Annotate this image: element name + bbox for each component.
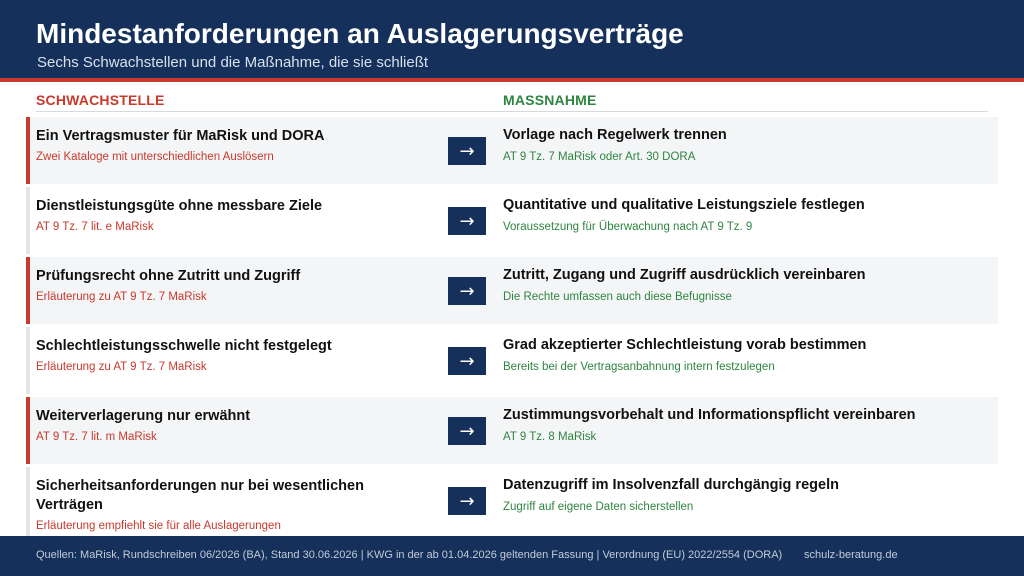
footer-sources: Quellen: MaRisk, Rundschreiben 06/2026 (BA), Stand 30.06.2026 | KWG in der ab 01.04.2026 geltenden Fassung | Verordnung (EU) 2022/2554 (DORA) (36, 549, 783, 561)
weakness-title: Sicherheitsanforderungen nur bei wesentlichen Verträgen (36, 478, 364, 513)
comparison-row (26, 397, 998, 464)
comparison-row (26, 117, 998, 184)
measure-note: Die Rechte umfassen auch diese Befugnisse (503, 291, 732, 303)
measure-title: Zutritt, Zugang und Zugriff ausdrücklich vereinbaren (503, 267, 866, 283)
measure-note: Zugriff auf eigene Daten sicherstellen (503, 501, 694, 513)
measure-title: Quantitative und qualitative Leistungsziele festlegen (503, 197, 865, 213)
weakness-note: Erläuterung zu AT 9 Tz. 7 MaRisk (36, 361, 207, 373)
measure-title: Datenzugriff im Insolvenzfall durchgängig regeln (503, 477, 839, 493)
column-header-measure: MASSNAHME (503, 92, 597, 108)
comparison-row (26, 467, 998, 536)
measure-title: Grad akzeptierter Schlechtleistung vorab bestimmen (503, 337, 867, 353)
page-subtitle: Sechs Schwachstellen und die Maßnahme, die sie schließt (37, 54, 429, 71)
weakness-note: Erläuterung zu AT 9 Tz. 7 MaRisk (36, 291, 207, 303)
measure-note: AT 9 Tz. 7 MaRisk oder Art. 30 DORA (503, 151, 696, 163)
weakness-title: Prüfungsrecht ohne Zutritt und Zugriff (36, 268, 301, 284)
measure-note: Voraussetzung für Überwachung nach AT 9 Tz. 9 (503, 221, 753, 233)
measure-title: Zustimmungsvorbehalt und Informationspflicht vereinbaren (503, 407, 916, 423)
footer-website: schulz-beratung.de (804, 549, 898, 561)
column-header-divider (36, 111, 988, 112)
row-accent-bar (26, 257, 30, 324)
weakness-title: Dienstleistungsgüte ohne messbare Ziele (36, 198, 323, 214)
page-title: Mindestanforderungen an Auslagerungsverträge (36, 18, 684, 49)
arrow-right-icon: → (448, 137, 486, 165)
arrow-right-icon: → (448, 347, 486, 375)
weakness-title: Schlechtleistungsschwelle nicht festgelegt (36, 338, 332, 354)
weakness-title: Weiterverlagerung nur erwähnt (36, 408, 251, 424)
column-header-weakness: SCHWACHSTELLE (36, 92, 165, 108)
comparison-row (26, 327, 998, 394)
header-banner (0, 0, 1024, 78)
weakness-title: Ein Vertragsmuster für MaRisk und DORA (36, 128, 325, 144)
header-accent-rule (0, 78, 1024, 82)
comparison-row (26, 257, 998, 324)
arrow-right-icon: → (448, 277, 486, 305)
weakness-note: Erläuterung empfiehlt sie für alle Auslagerungen (36, 520, 281, 532)
row-accent-bar (26, 397, 30, 464)
weakness-note: Zwei Kataloge mit unterschiedlichen Auslösern (36, 151, 274, 163)
measure-note: AT 9 Tz. 8 MaRisk (503, 431, 597, 443)
measure-note: Bereits bei der Vertragsanbahnung intern festzulegen (503, 361, 775, 373)
measure-title: Vorlage nach Regelwerk trennen (503, 127, 727, 143)
arrow-right-icon: → (448, 487, 486, 515)
comparison-row (26, 187, 998, 254)
footer-bar (0, 536, 1024, 576)
row-accent-bar (26, 187, 30, 254)
row-accent-bar (26, 117, 30, 184)
weakness-note: AT 9 Tz. 7 lit. m MaRisk (36, 431, 157, 443)
row-accent-bar (26, 467, 30, 536)
arrow-right-icon: → (448, 417, 486, 445)
row-accent-bar (26, 327, 30, 394)
weakness-note: AT 9 Tz. 7 lit. e MaRisk (36, 221, 154, 233)
arrow-right-icon: → (448, 207, 486, 235)
